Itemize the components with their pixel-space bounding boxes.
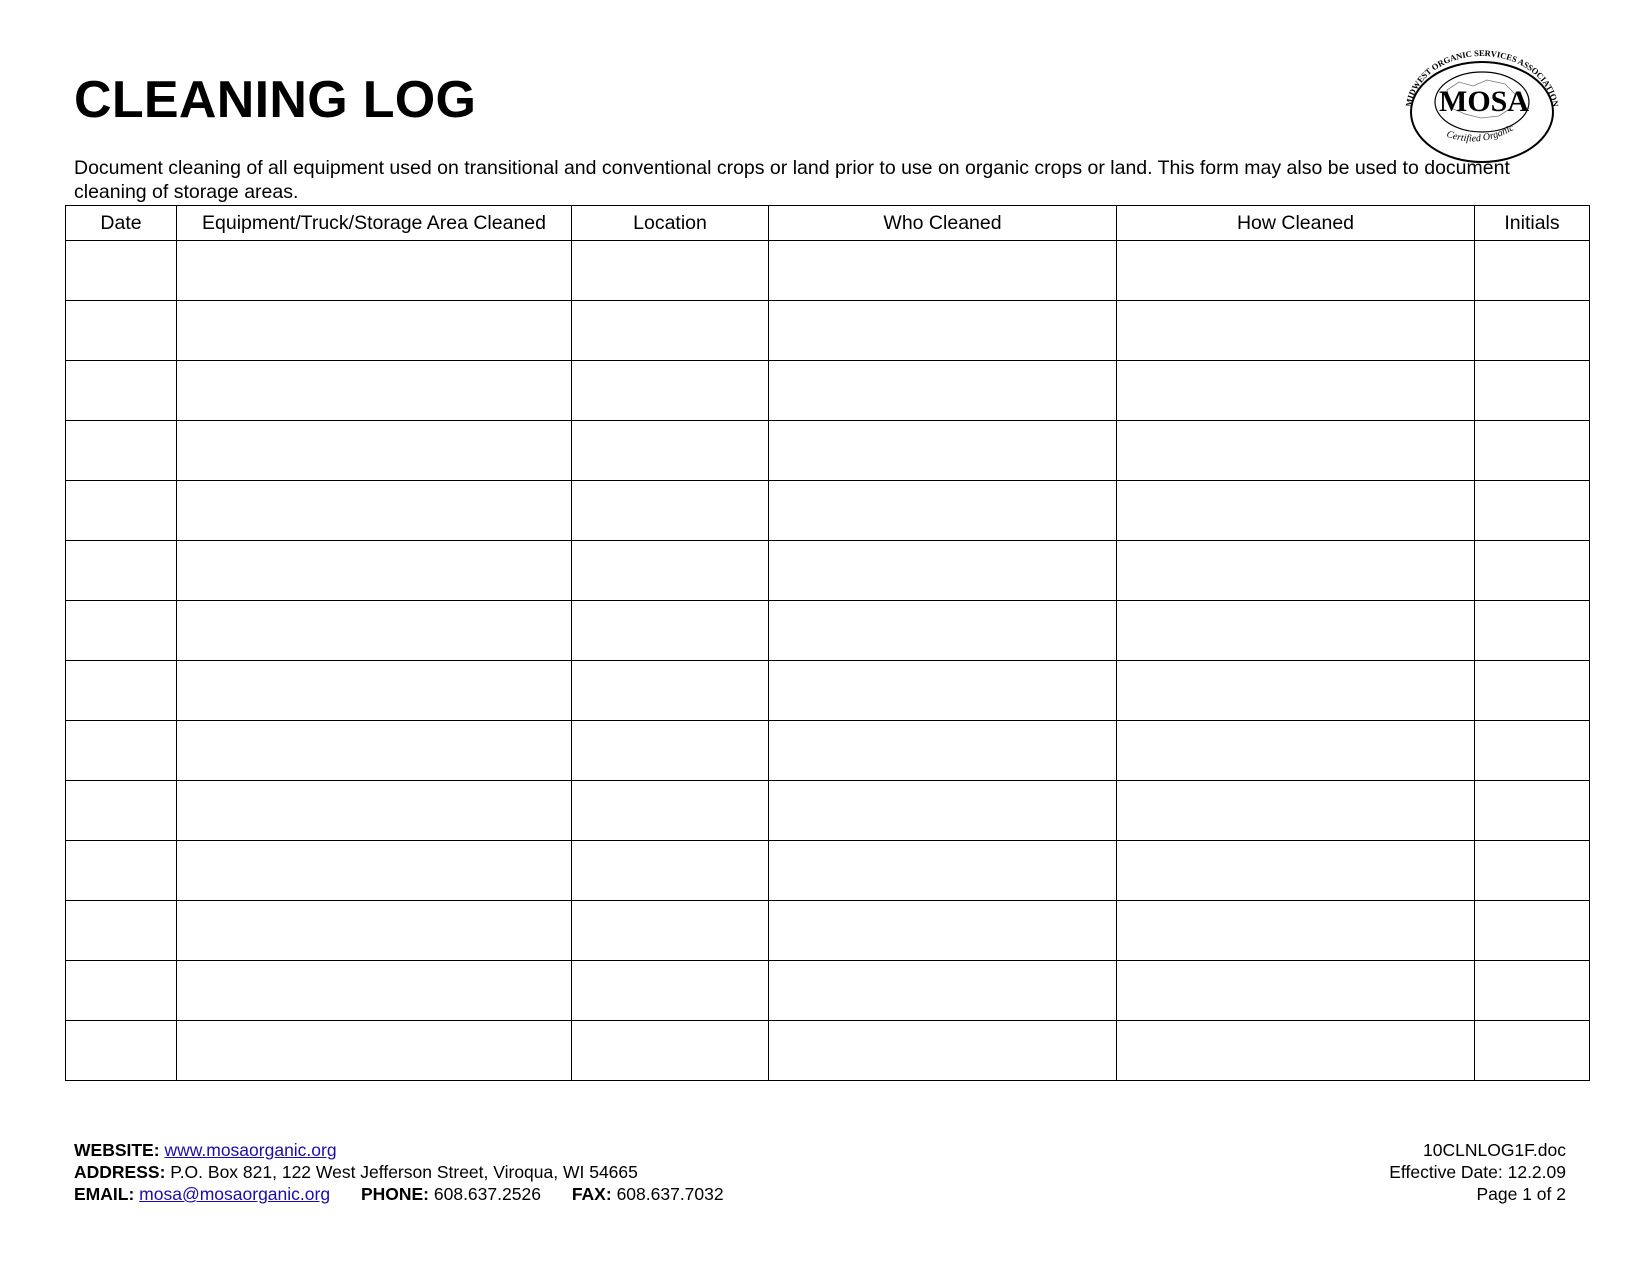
cell-how-cleaned[interactable] [1117,541,1475,601]
cell-equipment[interactable] [177,841,572,901]
cell-who-cleaned[interactable] [769,661,1117,721]
column-header-who-cleaned: Who Cleaned [769,206,1117,241]
cell-how-cleaned[interactable] [1117,301,1475,361]
footer-contact-line [74,1183,724,1205]
cell-date[interactable] [66,481,177,541]
column-header-location: Location [572,206,769,241]
cell-date[interactable] [66,961,177,1021]
cell-how-cleaned[interactable] [1117,841,1475,901]
cell-equipment[interactable] [177,601,572,661]
cell-date[interactable] [66,541,177,601]
cell-who-cleaned[interactable] [769,481,1117,541]
mosa-logo [1395,42,1570,164]
cell-how-cleaned[interactable] [1117,961,1475,1021]
column-header-how-cleaned: How Cleaned [1117,206,1475,241]
cell-date[interactable] [66,361,177,421]
mosa-logo-name: MOSA [1439,85,1529,118]
table-header-row [66,206,1590,241]
cell-initials[interactable] [1475,601,1590,661]
cell-initials[interactable] [1475,961,1590,1021]
cell-initials[interactable] [1475,421,1590,481]
cell-who-cleaned[interactable] [769,541,1117,601]
footer-contact [74,1139,724,1205]
cell-location[interactable] [572,661,769,721]
cell-equipment[interactable] [177,1021,572,1081]
cell-initials[interactable] [1475,1021,1590,1081]
footer-doc-info [1389,1139,1566,1205]
cell-initials[interactable] [1475,241,1590,301]
cell-how-cleaned[interactable] [1117,1021,1475,1081]
table-row [66,961,1590,1021]
cell-date[interactable] [66,301,177,361]
fax-text: 608.637.7032 [616,1184,724,1204]
cell-who-cleaned[interactable] [769,841,1117,901]
fax-label: FAX: [571,1184,612,1204]
cell-location[interactable] [572,721,769,781]
cell-how-cleaned[interactable] [1117,661,1475,721]
cell-location[interactable] [572,421,769,481]
table-row [66,361,1590,421]
table-row [66,241,1590,301]
cell-equipment[interactable] [177,541,572,601]
cell-equipment[interactable] [177,781,572,841]
table-row [66,781,1590,841]
footer-address-line [74,1161,724,1183]
table-row [66,901,1590,961]
cell-equipment[interactable] [177,301,572,361]
cell-date[interactable] [66,841,177,901]
cell-date[interactable] [66,1021,177,1081]
cell-who-cleaned[interactable] [769,721,1117,781]
cell-initials[interactable] [1475,901,1590,961]
cell-date[interactable] [66,601,177,661]
website-link[interactable]: www.mosaorganic.org [164,1140,337,1160]
cell-equipment[interactable] [177,361,572,421]
mosa-logo-ring-text: MIDWEST ORGANIC SERVICES ASSOCIATION [1403,47,1561,108]
page-title: CLEANING LOG [74,71,477,129]
mosa-logo-tagline: Certified Organic [1445,122,1516,145]
cell-initials[interactable] [1475,841,1590,901]
cell-how-cleaned[interactable] [1117,721,1475,781]
table-row [66,601,1590,661]
doc-filename: 10CLNLOG1F.doc [1423,1140,1566,1160]
table-row [66,541,1590,601]
cell-location[interactable] [572,241,769,301]
phone-label: PHONE: [360,1184,429,1204]
cell-equipment[interactable] [177,961,572,1021]
cell-how-cleaned[interactable] [1117,601,1475,661]
cell-location[interactable] [572,961,769,1021]
cell-location[interactable] [572,361,769,421]
cell-who-cleaned[interactable] [769,301,1117,361]
cell-who-cleaned[interactable] [769,601,1117,661]
cell-who-cleaned[interactable] [769,781,1117,841]
cell-how-cleaned[interactable] [1117,481,1475,541]
form-instructions: Document cleaning of all equipment used on transitional and conventional crops or land prior to use on organic crops or land. This form may also be used to document cleaning of storage areas. [74,157,1510,203]
table-row [66,481,1590,541]
table-row [66,661,1590,721]
email-label: EMAIL: [74,1184,135,1204]
footer-website-line [74,1139,724,1161]
effective-date: Effective Date: 12.2.09 [1389,1162,1566,1182]
cell-who-cleaned[interactable] [769,421,1117,481]
cell-initials[interactable] [1475,721,1590,781]
cell-how-cleaned[interactable] [1117,421,1475,481]
cell-equipment[interactable] [177,661,572,721]
address-label: ADDRESS: [74,1162,166,1182]
column-header-date: Date [66,206,177,241]
table-row [66,841,1590,901]
cell-equipment[interactable] [177,481,572,541]
cell-who-cleaned[interactable] [769,241,1117,301]
cell-location[interactable] [572,781,769,841]
cell-location[interactable] [572,541,769,601]
cell-initials[interactable] [1475,661,1590,721]
email-link[interactable]: mosa@mosaorganic.org [139,1184,331,1204]
cell-location[interactable] [572,301,769,361]
cell-equipment[interactable] [177,721,572,781]
cell-who-cleaned[interactable] [769,1021,1117,1081]
cell-date[interactable] [66,781,177,841]
page-number: Page 1 of 2 [1476,1184,1566,1204]
cleaning-log-table [65,205,1590,1081]
table-row [66,301,1590,361]
table-row [66,421,1590,481]
cell-who-cleaned[interactable] [769,361,1117,421]
cell-date[interactable] [66,421,177,481]
cell-initials[interactable] [1475,361,1590,421]
cell-how-cleaned[interactable] [1117,781,1475,841]
cell-location[interactable] [572,601,769,661]
cell-location[interactable] [572,1021,769,1081]
cell-date[interactable] [66,901,177,961]
address-text: P.O. Box 821, 122 West Jefferson Street, Viroqua, WI 54665 [170,1162,638,1182]
cell-equipment[interactable] [177,901,572,961]
cell-date[interactable] [66,241,177,301]
table-row [66,721,1590,781]
cell-initials[interactable] [1475,481,1590,541]
cell-how-cleaned[interactable] [1117,901,1475,961]
cell-who-cleaned[interactable] [769,961,1117,1021]
website-label: WEBSITE: [74,1140,160,1160]
cell-equipment[interactable] [177,421,572,481]
cell-initials[interactable] [1475,781,1590,841]
cell-initials[interactable] [1475,541,1590,601]
cell-date[interactable] [66,721,177,781]
table-row [66,1021,1590,1081]
cell-location[interactable] [572,841,769,901]
cell-date[interactable] [66,661,177,721]
cell-how-cleaned[interactable] [1117,361,1475,421]
column-header-initials: Initials [1475,206,1590,241]
cell-equipment[interactable] [177,241,572,301]
cell-who-cleaned[interactable] [769,901,1117,961]
column-header-equipment: Equipment/Truck/Storage Area Cleaned [177,206,572,241]
cell-location[interactable] [572,481,769,541]
phone-text: 608.637.2526 [433,1184,541,1204]
cell-initials[interactable] [1475,301,1590,361]
cell-how-cleaned[interactable] [1117,241,1475,301]
cell-location[interactable] [572,901,769,961]
